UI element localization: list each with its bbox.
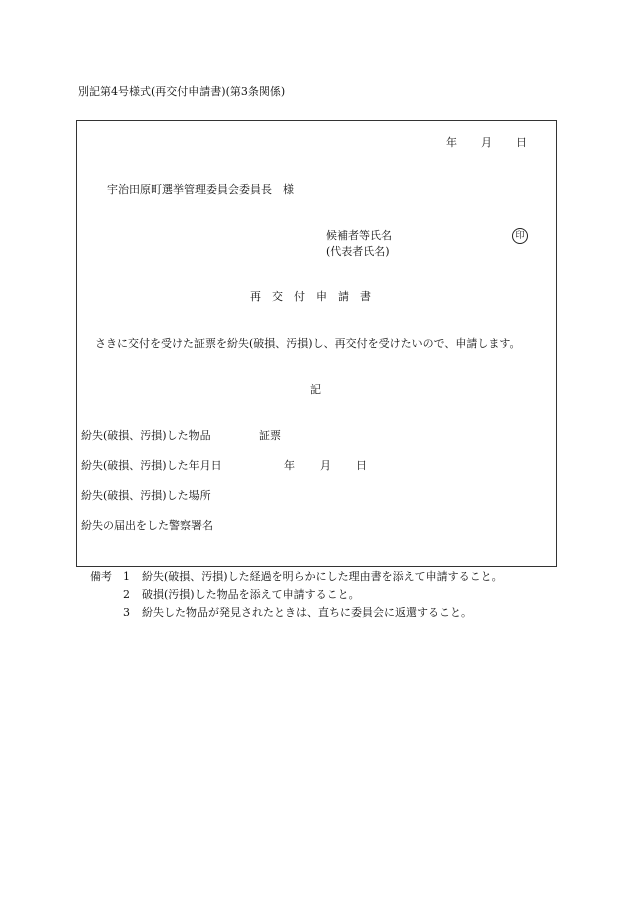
lost-date-month: 月 bbox=[320, 459, 331, 472]
lost-date-day: 日 bbox=[356, 459, 367, 472]
lost-item-value: 証票 bbox=[259, 429, 281, 442]
note-text: 紛失(破損、汚損)した経過を明らかにした理由書を添えて申請すること。 bbox=[142, 570, 503, 583]
title-char: 再 bbox=[250, 290, 261, 303]
lost-date-year: 年 bbox=[284, 459, 295, 472]
document-title bbox=[250, 290, 371, 304]
notes-heading: 備考 bbox=[90, 570, 112, 583]
seal-mark: 印 bbox=[512, 228, 528, 244]
date-day-label: 日 bbox=[516, 136, 527, 149]
note-text: 破損(汚損)した物品を添えて申請すること。 bbox=[142, 588, 360, 601]
addressee: 宇治田原町選挙管理委員会委員長 様 bbox=[107, 183, 294, 196]
date-year-label: 年 bbox=[446, 136, 457, 149]
representative-name-label: (代表者氏名) bbox=[326, 245, 390, 258]
lost-date-label: 紛失(破損、汚損)した年月日 bbox=[81, 459, 222, 472]
note-number: 3 bbox=[123, 606, 130, 619]
application-statement: さきに交付を受けた証票を紛失(破損、汚損)し、再交付を受けたいので、申請します。 bbox=[95, 337, 521, 350]
title-char: 申 bbox=[316, 290, 327, 303]
applicant-name-label: 候補者等氏名 bbox=[326, 229, 392, 242]
note-number: 2 bbox=[123, 588, 130, 601]
title-char: 書 bbox=[360, 290, 371, 303]
date-month-label: 月 bbox=[481, 136, 492, 149]
title-char: 交 bbox=[272, 290, 283, 303]
title-char: 請 bbox=[338, 290, 349, 303]
lost-place-label: 紛失(破損、汚損)した場所 bbox=[81, 489, 211, 502]
form-label: 別記第4号様式(再交付申請書)(第3条関係) bbox=[78, 85, 286, 98]
police-station-label: 紛失の届出をした警察署名 bbox=[81, 519, 213, 532]
lost-item-label: 紛失(破損、汚損)した物品 bbox=[81, 429, 211, 442]
ki-mark: 記 bbox=[310, 383, 321, 396]
note-text: 紛失した物品が発見されたときは、直ちに委員会に返還すること。 bbox=[142, 606, 472, 619]
note-number: 1 bbox=[123, 570, 130, 583]
title-char: 付 bbox=[294, 290, 305, 303]
